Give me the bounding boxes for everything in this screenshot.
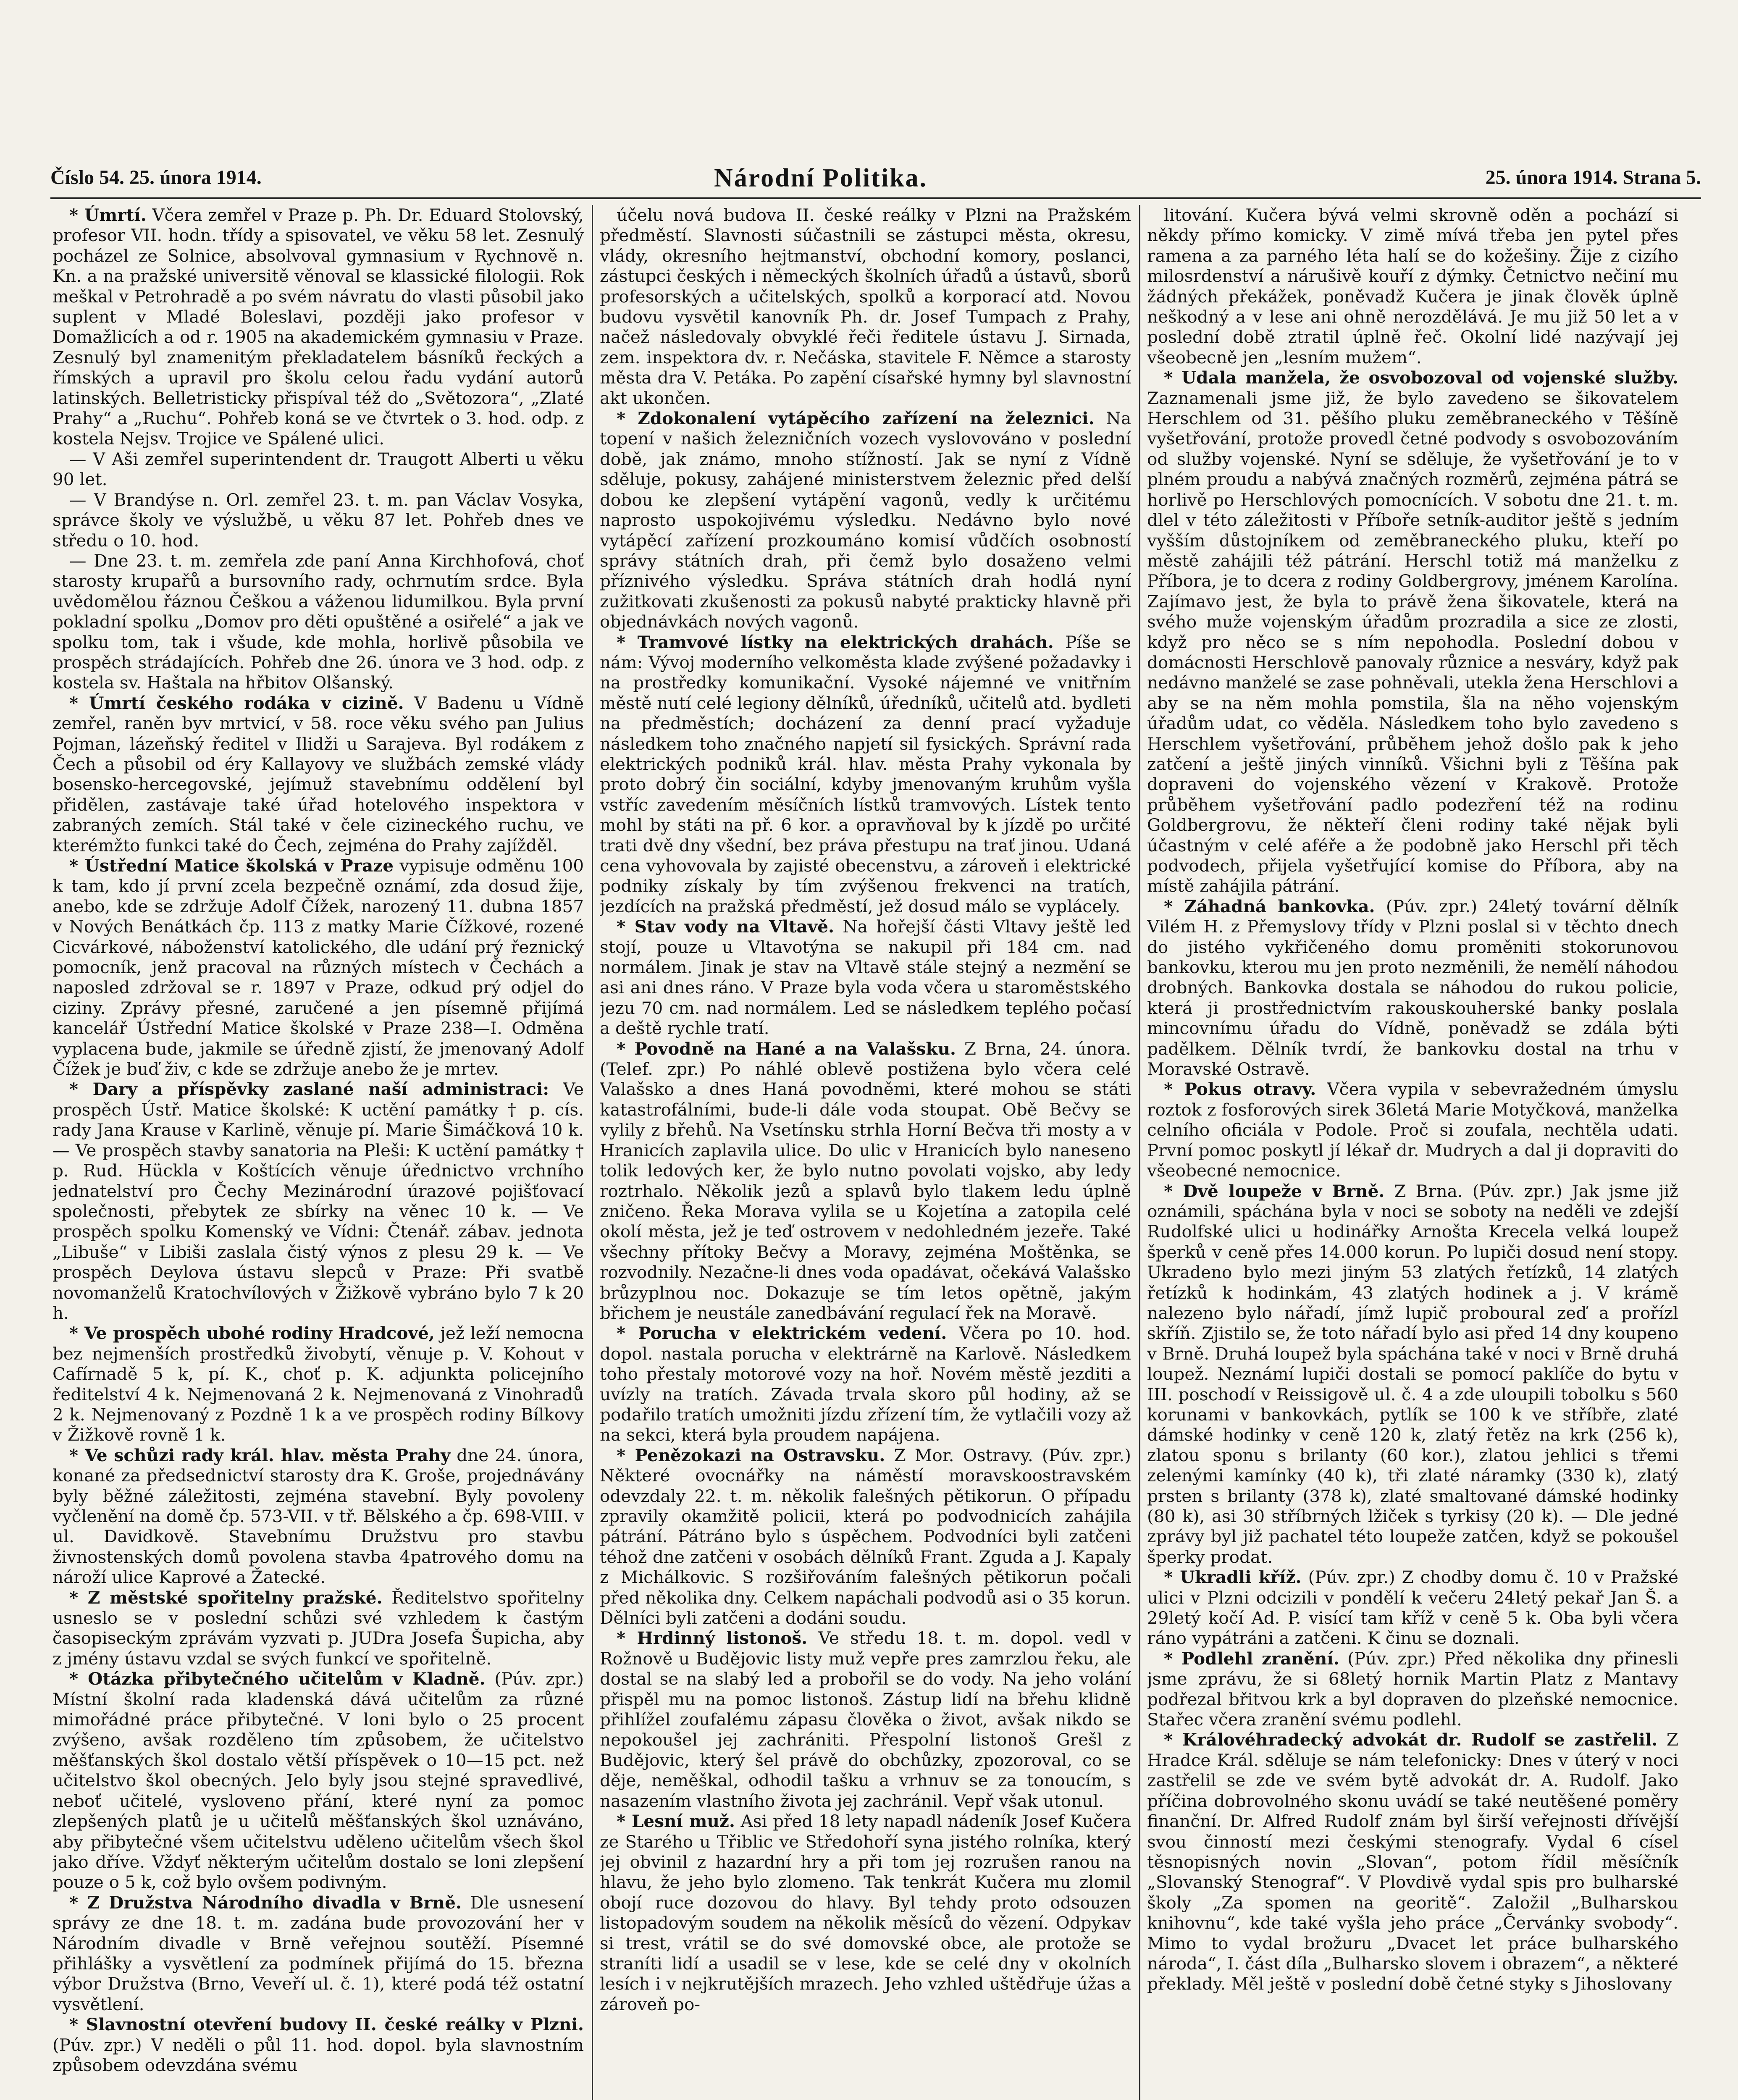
article-paragraph (600, 1445, 1131, 1628)
article-headline: * Ústřední Matice školská v Praze (69, 856, 394, 876)
article-text: Z Brna. (Púv. zpr.) Jak jsme již oznámili, spáchána byla v noci se soboty na neděli ve zdejší Rudolfské ulici u hodinářky Arnošta Krecela velká loupež šperků v ceně přes 14.000 korun. Po lupiči dosud není stopy. Ukradeno bylo mezi jiným 53 zlatých řetízků, 14 zlatých řetízků k hodinkám, 43 zlatých hodinek a j. V krámě nalezeno bylo nářadí, jímž lupič proboural zeď a prořízl skříň. Zjistilo se, že toto nářadí bylo asi před 14 dny koupeno v Brně. Druhá loupež byla spáchána také v noci v Brně druhá loupež. Neznámí lupiči dostali se pomocí paklíče do bytu v III. poschodí v Reissigově ul. č. 4 a zde uloupili tobolku s 560 korunami v bankovkách, pytlík se 100 k ve stříbře, zlaté dámské hodinky v ceně 120 k, zlatý řetěz na krk (256 k), zlatou sponu s brilanty (60 kor.), zlatou jehlici s třemi zelenými kamínky (40 k), tři zlaté náramky (330 k), zlatý prsten s brilanty (378 k), zlaté smaltované dámské hodinky (80 k), asi 30 stříbrných lžiček s tyrkisy (20 k). — Dle jedné zprávy byl již pachatel této loupeže zatčen, když se pokoušel šperky prodat. (1147, 1181, 1678, 1567)
article-headline: * Dary a příspěvky zaslané naší administraci: (69, 1079, 549, 1100)
article-paragraph (1147, 1567, 1678, 1648)
article-headline: * Stav vody na Vltavě. (617, 916, 835, 937)
date-and-page-number: 25. února 1914. Strana 5. (1485, 166, 1701, 189)
article-headline: * Porucha v elektrickém vedení. (617, 1323, 947, 1344)
article-paragraph (1147, 1181, 1678, 1567)
article-paragraph (600, 1628, 1131, 1811)
article-paragraph (53, 693, 584, 856)
article-headline: * Úmrtí. (69, 205, 147, 225)
article-text: litování. Kučera bývá velmi skrovně oděn a pochází si někdy přímo komicky. V zimě mívá třeba jen pytel přes ramena a za parného léta halí se do kožešiny. Žije z cizího milosrdenství a nárušivě kouří z dýmky. Četnictvo nečiní mu žádných překážek, poněvadž Kučera je jinak člověk úplně neškodný a v lese ani ohně nerozdělává. Je mu již 50 let a v poslední době ztratil úplně řeč. Okolní lidé nazývají jej všeobecně jen „lesním mužem“. (1147, 205, 1678, 368)
article-text: Ředitelstvo spořitelny usneslo se v poslední schůzi své vzhledem k častým časopiseckým zprávám vyzvati p. JUDra Josefa Šupicha, aby z jmény ústavu vzdal se svých funkcí ve spořitelně. (53, 1587, 584, 1669)
article-headline: * Lesní muž. (617, 1811, 735, 1832)
article-text: (Púv. zpr.) V neděli o půl 11. hod. dopol. byla slavnostním způsobem odevzdána svému (53, 2034, 584, 2075)
article-headline: * Záhadná bankovka. (1164, 896, 1375, 916)
article-text: Ve středu 18. t. m. dopol. vedl v Rožnově u Budějovic listy muž vepře pres zamrzlou řeku, ale dostal se na slabý led a probořil se do vody. Na jeho volání přispěl mu na pomoc listonoš. Zástup lidí na břehu klidně přihlížel zoufalému zápasu člověka o život, avšak nikdo se nepokoušel jej zachrániti. Přespolní listonoš Grešl z Budějovic, který šel právě do obchůzky, zpozoroval, co se děje, neměškal, odhodil tašku a vrhnuv se za tonoucím, s nasazením vlastního života jej zachránil. Vepř však utonul. (600, 1628, 1131, 1811)
article-headline: * Ve prospěch ubohé rodiny Hradcové, (69, 1323, 435, 1344)
column-divider-1 (592, 205, 593, 2100)
header-rule (50, 197, 1701, 199)
article-paragraph (600, 1811, 1131, 2014)
column-divider-2 (1139, 205, 1140, 2100)
article-paragraph (53, 205, 584, 449)
article-headline: * Z Družstva Národního divadla v Brně. (69, 1892, 462, 1913)
article-text: Na topení v našich železničních vozech vyslovováno v poslední době, jak známo, mnoho stížností. Jak se nyní z Vídně sděluje, pokusy, zahájené ministerstvem železnic před delší dobou ke zlepšení vytápění vagonů, vedly k určitému naprosto uspokojivému výsledku. Nedávno bylo nové vytápěcí zařízení prozkoumáno komisí vůdčích osobností správy státních drah, při čemž bylo dosaženo velmi příznivého výsledku. Správa státních drah hodlá nyní zužitkovati zkušenosti za pokusů nabyté prakticky hlavně při objednávkách nových vagonů. (600, 408, 1131, 632)
page-header (50, 166, 1701, 200)
article-text: V Badenu u Vídně zemřel, raněn byv mrtvicí, v 58. roce věku svého pan Julius Pojman, lázeňský ředitel v Ilidži u Sarajeva. Byl rodákem z Čech a působil od éry Kallayovy ve službách zemské vlády bosensko-hercegovské, jejímuž stavebnímu oddělení byl přidělen, zastávaje také úřad hotelového inspektora v zabraných zemích. Stál také v čele cizineckého ruchu, ve kterémžto funkci také do Čech, zejména do Prahy zajížděl. (53, 693, 584, 856)
article-paragraph (53, 449, 584, 490)
article-text: Asi před 18 lety napadl nádeník Josef Kučera ze Starého u Třiblic ve Středohoří syna jistého rolníka, který jej obvinil z hazardní hry a při tom jej rozrušen ranou na hlavu, že jeho bylo zlomeno. Tak tenkrát Kučera mu zlomil obojí ruce dozovou do hlavy. Byl tehdy proto odsouzen listopadovým soudem na několik měsíců do vězení. Odpykav si trest, vrátil se do své domovské obce, ale protože se straníti lidí a usadil se v lese, kde se celé dny v okolních lesích i v nejkrutějších mrazech. Jeho vzhled uštědřuje úžas a zároveň po- (600, 1811, 1131, 2014)
column-3 (1147, 205, 1678, 2100)
article-headline: * Tramvové lístky na elektrických drahách. (617, 632, 1054, 652)
article-headline: * Hrdinný listonoš. (617, 1628, 808, 1648)
article-headline: * Pokus otravy. (1164, 1079, 1316, 1100)
article-text: Z Hradce Král. sděluje se nám telefonicky: Dnes v úterý v noci zastřelil se zde ve svém bytě advokát dr. A. Rudolf. Jako příčina dobrovolného skonu uvádí se také neutěšené poměry finanční. Dr. Alfred Rudolf znám byl širší veřejnosti dřívější svou činností mezi českými stenografy. Vydal 6 císel těsnopisných novin „Slovan“, potom řídil měsíčník „Slovanský Stenograf“. V Plovdivě vydal spis pro bulharské školy „Za spomen na georitě“. Založil „Bulharskou knihovnu“, kde také vyšla jeho práce „Červánky svobody“. Mimo to vydal brožuru „Dvacet let práce bulharského národa“, I. část díla „Bulharsko slovem i obrazem“, a některé překlady. Měl ještě v poslední době četné styky s Jihoslovany (1147, 1730, 1678, 1994)
article-paragraph (53, 856, 584, 1079)
article-paragraph (53, 490, 584, 551)
article-paragraph (600, 408, 1131, 632)
article-text: — V Brandýse n. Orl. zemřel 23. t. m. pan Václav Vosyka, správce školy ve výslužbě, u věku 87 let. Pohřeb dnes ve středu o 10. hod. (53, 489, 584, 551)
article-text: Včera po 10. hod. dopol. nastala porucha v elektrárně na Karlově. Následkem toho přestaly motorové vozy na hoř. Novém městě jezditi a uvízly na tratích. Závada trvala skoro půl hodiny, až se podařilo tratích umožniti jízdu zřízení tím, že vytlačili vozy až na sekci, která byla proudem napájena. (600, 1323, 1131, 1445)
article-headline: * Slavnostní otevření budovy II. české reálky v Plzni. (69, 2014, 584, 2035)
article-text: (Púv. zpr.) 24letý tovární dělník Vilém H. z Přemyslovy třídy v Plzni poslal si v těchto dnech do jistého vykřičeného domu proměniti stokorunovou bankovku, kterou mu jen proto nezměnili, že nemělí náhodou drobných. Bankovka dostala se náhodou do rukou policie, která ji prostřednictvím rakouskouherské banky poslala mincovnímu úřadu do Vídně, poněvadž se zdála býti padělkem. Dělník tvrdí, že bankovku dostal na trhu v Moravské Ostravě. (1147, 896, 1678, 1079)
article-paragraph (53, 551, 584, 693)
article-paragraph (53, 1669, 584, 1892)
article-headline: * Královéhradecký advokát dr. Rudolf se zastřelil. (1164, 1730, 1658, 1750)
article-text: Dle usnesení správy ze dne 18. t. m. zadána bude provozování her v Národním divadle v Brně veřejnou soutěží. Písemné přihlášky a vysvětlení za podmínek přijímá do 15. března výbor Družstva (Brno, Veveří ul. č. 1), které podá též ostatní vysvětlení. (53, 1892, 584, 2014)
article-text: (Púv. zpr.) Před několika dny přinesli jsme zprávu, že si 68letý hornik Martin Platz z Mantavy podřezal břitvou krk a byl dopraven do plzeňské nemocnice. Stařec včera zranění svému podlehl. (1147, 1648, 1678, 1730)
article-text: účelu nová budova II. české reálky v Plzni na Pražském předměstí. Slavnosti súčastnili se zástupci města, okresu, vlády, okresního hejtmanství, obchodní komory, poslanci, zástupci českých i německých školních úřadů a ústavů, sborů profesorských a učitelských, spolků a korporací atd. Novou budovu vysvětil kanovník Ph. dr. Josef Tumpach z Prahy, načež následovaly obvyklé řeči ředitele ústavu J. Sirnada, zem. inspektora dv. r. Nečáska, stavitele F. Němce a starosty města dra V. Petáka. Po zapění císařské hymny byl slavnostní akt ukončen. (600, 205, 1131, 408)
article-paragraph (600, 205, 1131, 408)
issue-number: Číslo 54. 25. února 1914. (50, 166, 262, 189)
article-paragraph (53, 1445, 584, 1588)
article-headline: * Otázka přibytečného učitelům v Kladně. (69, 1669, 486, 1689)
article-paragraph (53, 1893, 584, 2014)
article-paragraph (1147, 1730, 1678, 1994)
article-headline: * Ukradli kříž. (1164, 1567, 1302, 1588)
article-text: Včera vypila v sebevražedném úmyslu roztok z fosforových sirek 36letá Marie Motyčková, manželka celního oficiála v Podole. Proč si zoufala, nechtěla udati. První pomoc poskytl jí lékař dr. Mudrych a dal ji dopraviti do všeobecné nemocnice. (1147, 1079, 1678, 1181)
article-paragraph (600, 1323, 1131, 1445)
article-paragraph (53, 2014, 584, 2075)
article-headline: * Ve schůzi rady král. hlav. města Prahy (69, 1445, 451, 1465)
article-paragraph (53, 1588, 584, 1669)
article-text: dne 24. února, konané za předsednictví starosty dra K. Groše, projednávány byly běžné záležitosti, zejména stavební. Byly povoleny vyčlenění na domě čp. 573-VII. v tř. Bělského a čp. 698-VIII. v ul. Davidkově. Stavebnímu Družstvu pro stavbu živnostenských domů povolena stavba 4patrového domu na nároží ulice Kaprové a Žatecké. (53, 1445, 584, 1588)
article-headline: * Dvě loupeže v Brně. (1164, 1181, 1385, 1201)
article-paragraph (1147, 205, 1678, 368)
article-text: (Púv. zpr.) Místní školní rada kladenská dává učitelům za různé mimořádné práce přibytečné. V loni bylo o 25 procent zvýšeno, avšak rozděleno tím způsobem, že učitelstvo měšťanských škol dostalo větší příspěvek o 10—15 pct. než učitelstvo škol obecných. Jelo byly jsou stejné spravedlivé, neboť učitelé, vysloveno přání, které nyní za pomoc zlepšených platů je u učitelů měšťanských škol uznáváno, aby přibytečné všem učitelstvu uděleno učitelům všech škol jako dříve. Vždyť některým učitelům dostalo se loni zlepšení pouze o 5 k, což bylo ovšem podivným. (53, 1669, 584, 1893)
article-headline: * Podlehl zranění. (1164, 1648, 1339, 1669)
article-headline: * Zdokonalení vytápěcího zařízení na železnici. (617, 408, 1095, 429)
article-paragraph (53, 1323, 584, 1445)
article-text: — V Aši zemřel superintendent dr. Traugott Alberti u věku 90 let. (53, 449, 584, 490)
article-paragraph (1147, 1079, 1678, 1181)
article-text: Včera zemřel v Praze p. Ph. Dr. Eduard Stolovský, profesor VII. hodn. třídy a spisovatel, ve věku 58 let. Zesnulý pocházel ze Solnice, absolvoval gymnasium v Rychnově n. Kn. a na pražské universitě věnoval se klassické filologii. Rok meškal v Petrohradě a po svém návratu do vlasti působil jako suplent v Mladé Boleslavi, později jako profesor v Domažlicích a od r. 1905 na akademickém gymnasiu v Praze. Zesnulý byl znamenitým překladatelem básníků řeckých a římských a upravil pro školu celou řadu vydání autorů latinských. Belletristicky přispíval též do „Světozora“, „Zlaté Prahy“ a „Ruchu“. Pohřeb koná se ve čtvrtek o 3. hod. odp. z kostela Nejsv. Trojice ve Spálené ulici. (53, 205, 584, 449)
article-headline: * Udala manžela, že osvobozoval od vojenské služby. (1164, 368, 1678, 388)
article-text: (Púv. zpr.) Z chodby domu č. 10 v Pražské ulici v Plzni odcizili v pondělí k večeru 24letý pekař Jan Š. a 29letý kočí Ad. P. visící tam kříž v ceně 5 k. Oba byli včera ráno vypátráni a zatčeni. K činu se doznali. (1147, 1567, 1678, 1648)
article-paragraph (600, 916, 1131, 1038)
article-paragraph (53, 1079, 584, 1323)
article-paragraph (1147, 896, 1678, 1079)
article-text: — Dne 23. t. m. zemřela zde paní Anna Kirchhofová, choť starosty krupařů a bursovního rady, ochrnutím srdce. Byla uvědomělou řáznou Češkou a váženou lidumilkou. Byla první pokladní spolku „Domov pro děti opuštěné a osiřelé“ a jak ve spolku tom, tak i všude, kde mohla, horlivě působila ve prospěch strádajících. Pohřeb dne 26. února ve 3 hod. odp. z kostela sv. Haštala na hřbitov Olšanský. (53, 550, 584, 693)
article-text: Z Mor. Ostravy. (Púv. zpr.) Některé ovocnářky na náměstí moravskoostravském odevzdaly 22. t. m. několik falešných pětikorun. O případu zpravily okamžitě policii, která po podvodnicích zahájila pátrání. Pátráno bylo s úspěchem. Podvodníci byli zatčeni téhož dne zatčeni v osobách dělníků Frant. Zguda a J. Kapaly z Michálkovic. S rozšiřováním falešných pětikorun počali před několika dny. Celkem napáchali podvodů asi o 35 korun. Dělníci byli zatčeni a dodáni soudu. (600, 1445, 1131, 1628)
article-headline: * Úmrtí českého rodáka v cizině. (69, 693, 404, 713)
article-headline: * Z městské spořitelny pražské. (69, 1587, 383, 1608)
article-paragraph (1147, 1648, 1678, 1730)
article-text: jež leží nemocna bez nejmenších prostředků živobytí, věnuje p. V. Kohout v Cafírnadě 5 k, pí. K., choť p. K. adjunkta policejního ředitelství 4 k. Nejmenovaná 2 k. Nejmenovaná z Vinohradů 2 k. Nejmenovaný z Pozdně 1 k a ve prospěch rodiny Bílkovy v Žižkově rovně 1 k. (53, 1323, 584, 1445)
article-text: Na hořejší části Vltavy ještě led stojí, pouze u Vltavotýna se nakupil při 184 cm. nad normálem. Jinak je stav na Vltavě stále stejný a nezmění se asi ani dnes ráno. V Praze byla voda včera u staroměstského jezu 70 cm. nad normálem. Led se následkem teplého počasí a deště rychle tratí. (600, 916, 1131, 1039)
article-headline: * Penězokazi na Ostravsku. (617, 1445, 885, 1465)
article-text: Píše se nám: Vývoj moderního velkoměsta klade zvýšené požadavky i na prostředky komunikační. Vysoké nájemné ve vnitřním městě nutí celé legiony dělníků, úředníků, učitelů atd. bydleti na předměstích; docházení za denní prací vyžaduje následkem toho značného napjetí sil fysických. Správní rada elektrických podniků král. hlav. města Prahy vykonala by proto dobrý čin sociální, kdyby jmenovaným kruhům vyšla vstříc zavedením měsíčních lístků tramvových. Lístek tento mohl by státi na př. 6 kor. a opravňoval by k jízdě po určité trati dvě dny všední, bez práva přestupu na trať jinou. Udaná cena vyhovovala by zajisté obecenstvu, a zároveň i elektrické podniky získaly by tím zvýšenou frekvenci na tratích, jezdících na pražská předměstí, jež dosud málo se vyplácely. (600, 632, 1131, 916)
article-text: Zaznamenali jsme již, že bylo zavedeno se šikovatelem Herschlem od 31. pěšího pluku zeměbraneckého v Těšíně vyšetřování, protože provedl četné podvody s osvobozováním od služby vojenské. Nyní se sděluje, že vyšetřování je to v plném proudu a nabývá značných rozměrů, zejména pátrá se horlivě po Herschlových pomocnících. V sobotu dne 21. t. m. dlel v této záležitosti v Příboře setník-auditor ještě s jedním vyšším důstojníkem od zeměbraneckého pluku, kteří po městě zahájili též pátrání. Herschl totiž má manželku z Příbora, je to dcera z rodiny Goldbergrovy, jménem Karolína. Zajímavo jest, že byla to právě žena šikovatele, která na svého muže vojenským úřadům prozradila a sice ze zlosti, když pro něco se s ním nepohodla. Poslední dobou v domácnosti Herschlově panovaly různice a nesváry, když pak nedávno manželé se zase pohněvali, utekla žena Herschlovi a aby se na něm mohla pomstila, šla na něho vojenským úřadům udat, co věděla. Následkem toho bylo zavedeno s Herschlem vyšetřování, průběhem jehož došlo pak k jeho zatčení a ještě jiných vinníků. Všichni byli z Těšína pak dopraveni do vojenského vězení v Krakově. Protože průběhem vyšetřování padlo podezření též na rodinu Goldbergrovu, že někteří členi rodiny také nějak byli účastným v celé aféře a že podobně jako Herschl při těch podvodech, přijela vyšetřující komise do Příbora, aby na místě zahájila pátrání. (1147, 388, 1678, 896)
article-headline: * Povodně na Hané a na Valašsku. (617, 1038, 956, 1059)
article-text: Z Brna, 24. února. (Telef. zpr.) Po náhlé oblevě postižena bylo včera celé Valašsko a dnes Haná povodněmi, které mohou se státi katastrofálními, bude-li dále voda stoupat. Obě Bečvy se vylily z břehů. Na Vsetínsku strhla Horní Bečva tři mosty a v Hranicích zaplavila ulice. Do ulic v Hranicích bylo naneseno tolik ledových ker, že bylo nutno povolati vojsko, aby ledy roztrhalo. Několik jezů a splavů bylo tlakem ledu úplně zničeno. Řeka Morava vylila se u Kojetína a zatopila celé okolí města, jež je teď ostrovem v nedohledném jezeře. Také všechny přítoky Bečvy a Moravy, zejména Moštěnka, se rozvodnily. Nezačne-li dnes voda opadávat, očekává Valašsko brůzyplnou noc. Dokazuje se tím letos opětně, jakým břichem je neustále zanedbávání regulací řek na Moravě. (600, 1038, 1131, 1323)
article-paragraph (600, 1039, 1131, 1323)
article-text: vypisuje odměnu 100 k tam, kdo jí první zcela bezpečně oznámí, zda dosud žije, anebo, kde se zdržuje Adolf Čížek, narozený 11. dubna 1857 v Nových Benátkách čp. 113 z matky Marie Čížkové, rozené Cicvárkové, náboženství katolického, dle udání prý řeznický pomocník, jenž pracoval na různých místech v Čechách a naposled zdržoval se r. 1897 v Praze, odkud prý odjel do ciziny. Zprávy přesné, zaručené a jen písemně přijímá kancelář Ústřední Matice školské v Praze 238—I. Odměna vyplacena bude, jakmile se úředně zjistí, že jmenovaný Adolf Čížek je buď živ, c kde se zdržuje anebo že je mrtev. (53, 856, 584, 1079)
column-1 (53, 205, 584, 2100)
article-paragraph (600, 632, 1131, 917)
masthead-title: Národní Politika. (714, 164, 928, 192)
article-paragraph (1147, 368, 1678, 896)
column-2 (600, 205, 1131, 2100)
article-text: Ve prospěch Ústř. Matice školské: K uctění památky † p. cís. rady Jana Krause v Karlině, věnuje pí. Marie Šimáčková 10 k. — Ve prospěch stavby sanatoria na Pleši: K uctění památky † p. Rud. Hückla v Koštících věnuje úřednictvo vrchního jednatelství pro Čechy Mezinárodní úrazové pojišťovací společnosti, přebytek ze sbírky na věnec 10 k. — Ve prospěch spolku Komenský ve Vídni: Čtenář. zábav. jednota „Libuše“ v Libiši zaslala čistý výnos z plesu 29 k. — Ve prospěch Deylova ústavu slepců v Praze: Při svatbě novomanželů Kratochvílových v Žižkově vybráno bylo 7 k 20 h. (53, 1079, 584, 1323)
